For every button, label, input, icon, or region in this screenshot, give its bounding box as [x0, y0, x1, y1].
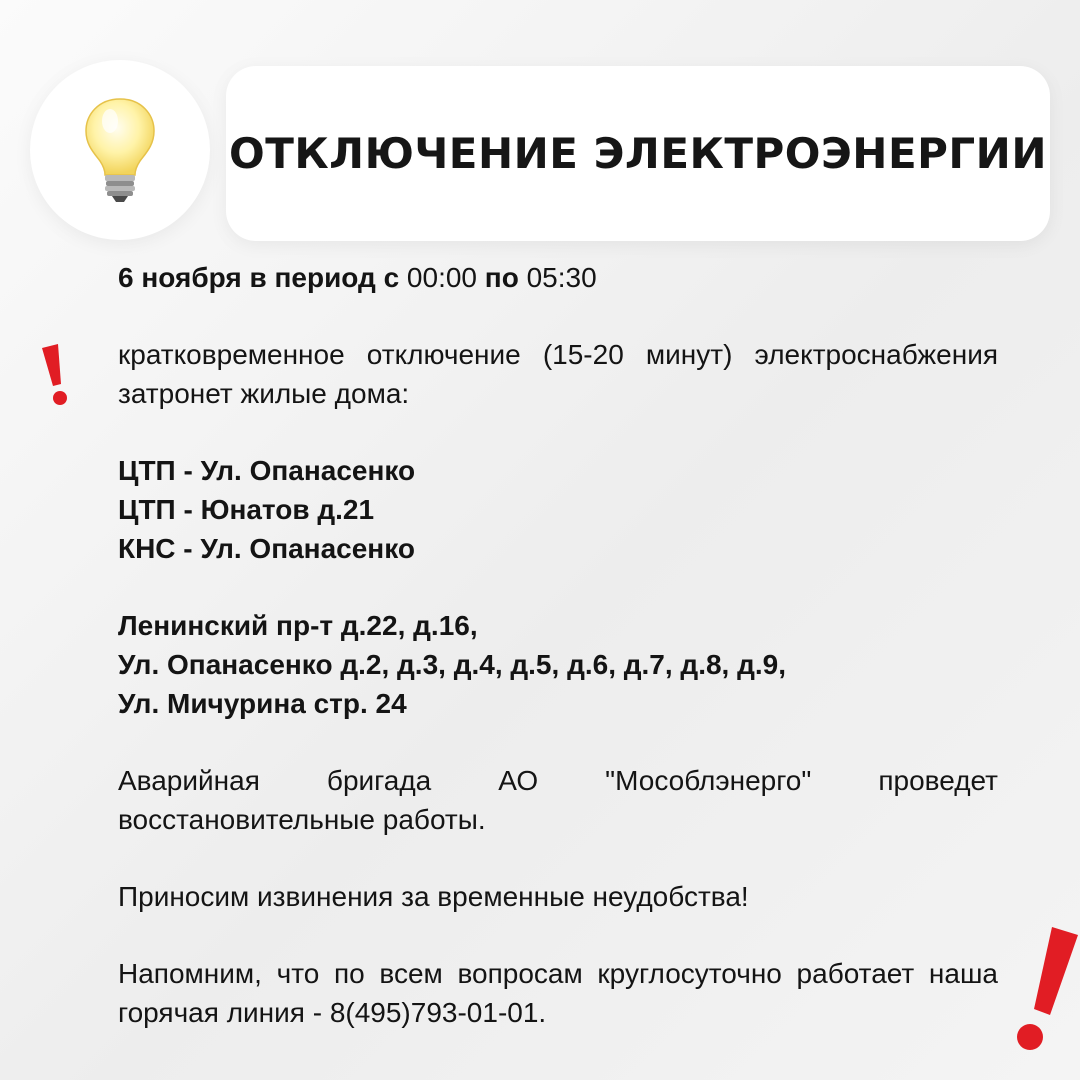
lightbulb-icon [80, 95, 160, 205]
facility-item: КНС - Ул. Опанасенко [118, 533, 415, 564]
address-item: Ул. Опанасенко д.2, д.3, д.4, д.5, д.6, д.7, д.8, д.9, [118, 649, 787, 680]
time-end: 05:30 [526, 262, 597, 293]
date-line [118, 258, 998, 297]
date-text: 6 ноября в период с [118, 262, 407, 293]
lightbulb-badge [30, 60, 210, 240]
address-item: Ленинский пр-т д.22, д.16, [118, 610, 478, 641]
date-connector: по [477, 262, 527, 293]
repair-text: Аварийная бригада АО "Мособлэнерго" проведет восстановительные работы. [118, 765, 998, 835]
announcement-body [118, 258, 998, 1032]
exclamation-icon [34, 342, 80, 408]
apology-text: Приносим извинения за временные неудобства! [118, 881, 749, 912]
address-item: Ул. Мичурина стр. 24 [118, 688, 407, 719]
facility-item: ЦТП - Ул. Опанасенко [118, 455, 416, 486]
page-title: ОТКЛЮЧЕНИЕ ЭЛЕКТРОЭНЕРГИИ [229, 129, 1047, 178]
exclamation-icon [1000, 925, 1080, 1060]
notice-text: кратковременное отключение (15-20 минут) электроснабжения затронет жилые дома: [118, 339, 998, 409]
hotline-text: Напомним, что по всем вопросам круглосуточно работает наша горячая линия - 8(495)793-01-01. [118, 958, 998, 1028]
time-start: 00:00 [406, 262, 477, 293]
title-card [226, 66, 1050, 241]
facility-item: ЦТП - Юнатов д.21 [118, 494, 375, 525]
